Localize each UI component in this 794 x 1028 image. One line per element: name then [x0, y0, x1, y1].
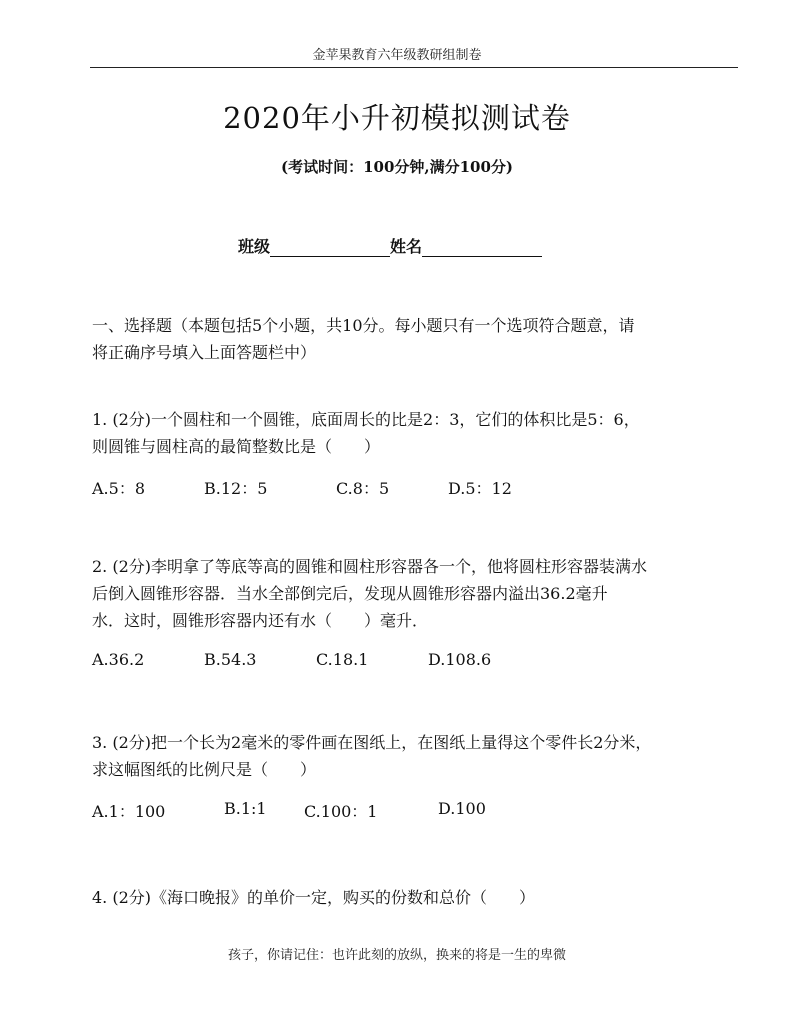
question-line: 4. (2分)《海口晚报》的单价一定，购买的份数和总价（ ）	[92, 888, 536, 907]
option-c[interactable]: C.100：1	[304, 802, 378, 821]
class-name-line	[238, 234, 542, 257]
section-heading-line: 一、选择题（本题包括5个小题，共10分。每小题只有一个选项符合题意，请	[92, 316, 635, 335]
option-b[interactable]: B.1:1	[224, 799, 267, 818]
section-heading-line: 将正确序号填入上面答题栏中）	[92, 343, 317, 362]
class-blank[interactable]	[270, 238, 390, 257]
question-line: 求这幅图纸的比例尺是（ ）	[92, 760, 317, 779]
question-line: 2. (2分)李明拿了等底等高的圆锥和圆柱形容器各一个，他将圆柱形容器装满水	[92, 557, 648, 576]
section-heading	[92, 312, 742, 366]
question-line: 水．这时，圆锥形容器内还有水（ ）毫升．	[92, 611, 429, 630]
page-header: 金苹果教育六年级教研组制卷	[312, 48, 482, 63]
exam-info: (考试时间：100分钟,满分100分)	[280, 158, 514, 176]
header-divider	[90, 67, 738, 68]
option-c[interactable]: C.18.1	[316, 650, 369, 669]
page-footer: 孩子，你请记住：也许此刻的放纵，换来的将是一生的卑微	[227, 948, 566, 963]
question-line: 1. (2分)一个圆柱和一个圆锥，底面周长的比是2：3，它们的体积比是5：6，	[92, 410, 640, 429]
question-1	[92, 406, 742, 460]
option-b[interactable]: B.54.3	[204, 650, 257, 669]
option-a[interactable]: A.1：100	[92, 802, 166, 821]
name-label: 姓名	[390, 237, 423, 256]
question-line: 3. (2分)把一个长为2毫米的零件画在图纸上，在图纸上量得这个零件长2分米，	[92, 733, 652, 752]
question-2	[92, 553, 742, 634]
page-title: 2020年小升初模拟测试卷	[223, 101, 571, 135]
question-4	[92, 884, 742, 911]
question-line: 后倒入圆锥形容器．当水全部倒完后，发现从圆锥形容器内溢出36.2毫升	[92, 584, 608, 603]
option-d[interactable]: D.100	[438, 799, 486, 818]
option-d[interactable]: D.5：12	[448, 479, 512, 498]
option-b[interactable]: B.12：5	[204, 479, 268, 498]
name-blank[interactable]	[422, 238, 542, 257]
option-a[interactable]: A.5：8	[92, 479, 146, 498]
option-a[interactable]: A.36.2	[92, 650, 145, 669]
question-line: 则圆锥与圆柱高的最简整数比是（ ）	[92, 437, 381, 456]
option-c[interactable]: C.8：5	[336, 479, 390, 498]
question-3	[92, 729, 742, 783]
class-label: 班级	[238, 237, 271, 256]
option-d[interactable]: D.108.6	[428, 650, 492, 669]
